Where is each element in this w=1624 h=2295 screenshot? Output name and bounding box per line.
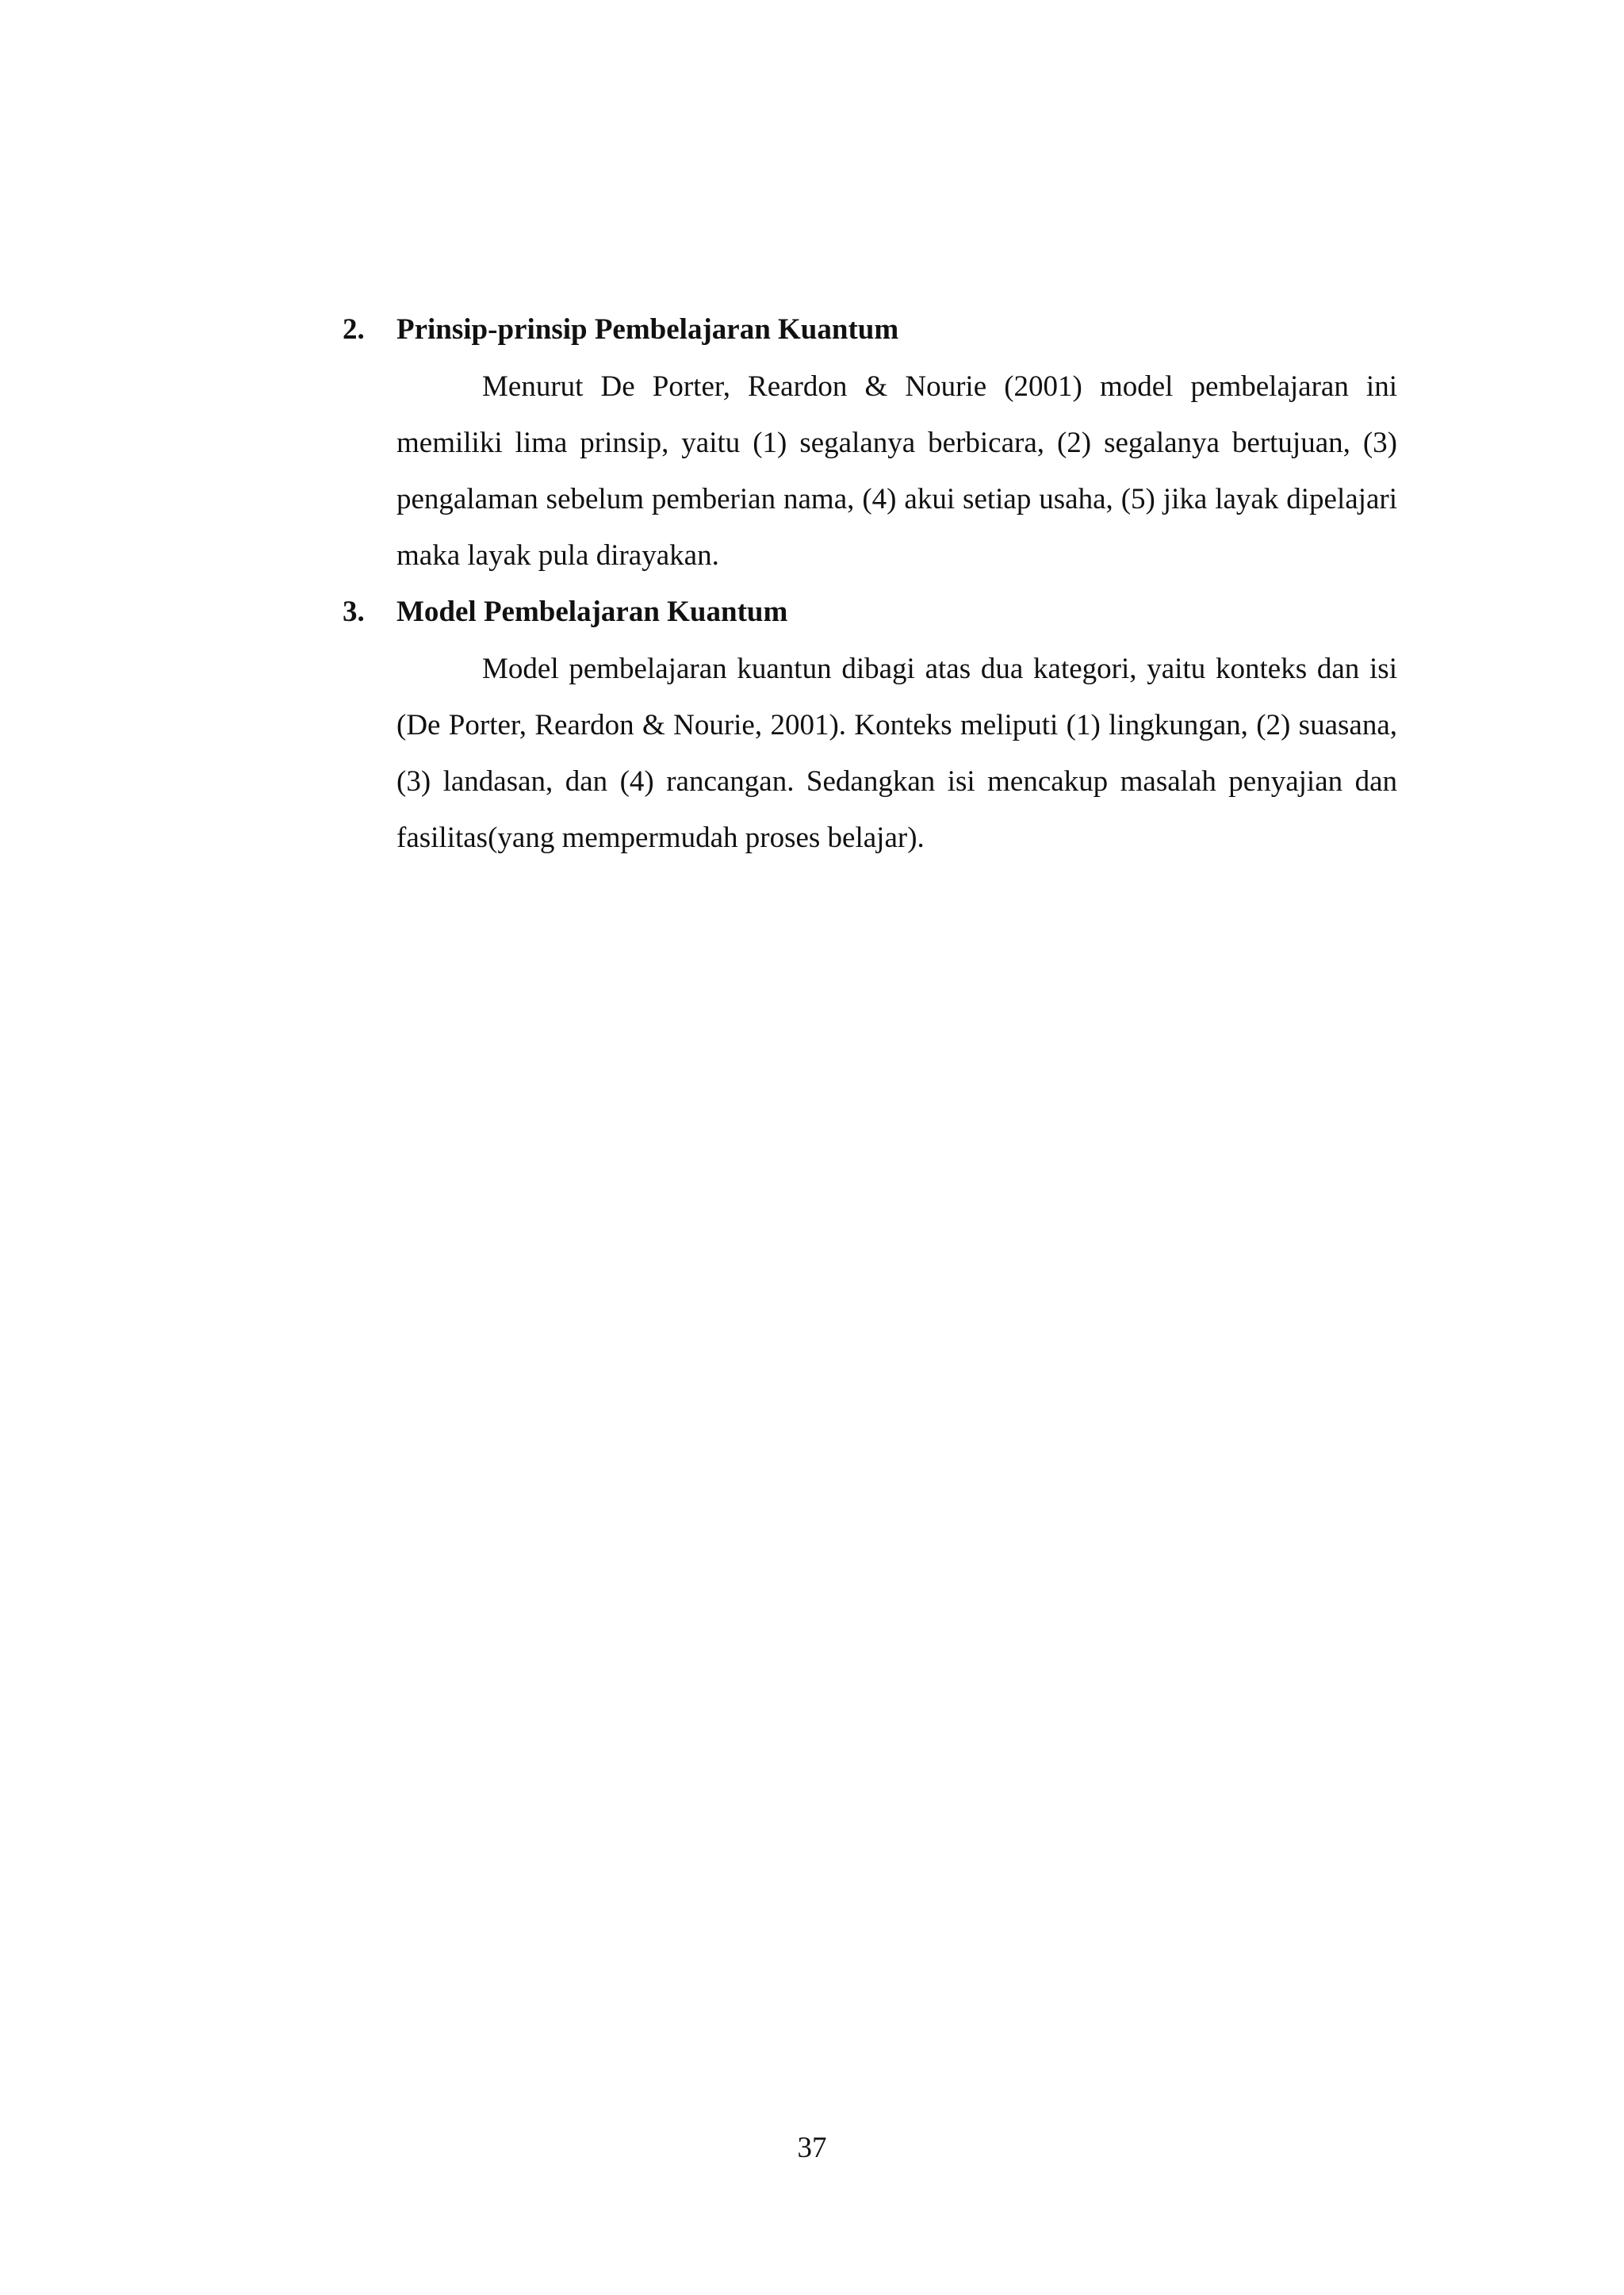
section-title: Model Pembelajaran Kuantum bbox=[396, 596, 788, 628]
section-number: 3. bbox=[343, 596, 365, 628]
section-heading bbox=[343, 584, 1397, 641]
section-prinsip bbox=[343, 301, 1397, 584]
page-number: 37 bbox=[797, 2132, 827, 2164]
section-paragraph: Menurut De Porter, Reardon & Nourie (2001) model pembelajaran ini memiliki lima prinsip, yaitu (1) segalanya berbicara, (2) segalanya bertujuan, (3) pengalaman sebelum pemberian nama, (4) akui setiap usaha, (5) jika layak dipelajari maka layak pula dirayakan. bbox=[396, 370, 1397, 572]
section-heading bbox=[343, 301, 1397, 358]
section-paragraph: Model pembelajaran kuantun dibagi atas dua kategori, yaitu konteks dan isi (De Porter, Reardon & Nourie, 2001). Konteks meliputi (1) lingkungan, (2) suasana, (3) landasan, dan (4) rancangan. Sedangkan isi mencakup masalah penyajian dan fasilitas(yang mempermudah proses belajar). bbox=[396, 653, 1397, 854]
body-text bbox=[343, 301, 1397, 866]
section-title: Prinsip-prinsip Pembelajaran Kuantum bbox=[396, 313, 899, 346]
section-number: 2. bbox=[343, 313, 365, 346]
section-model bbox=[343, 584, 1397, 866]
